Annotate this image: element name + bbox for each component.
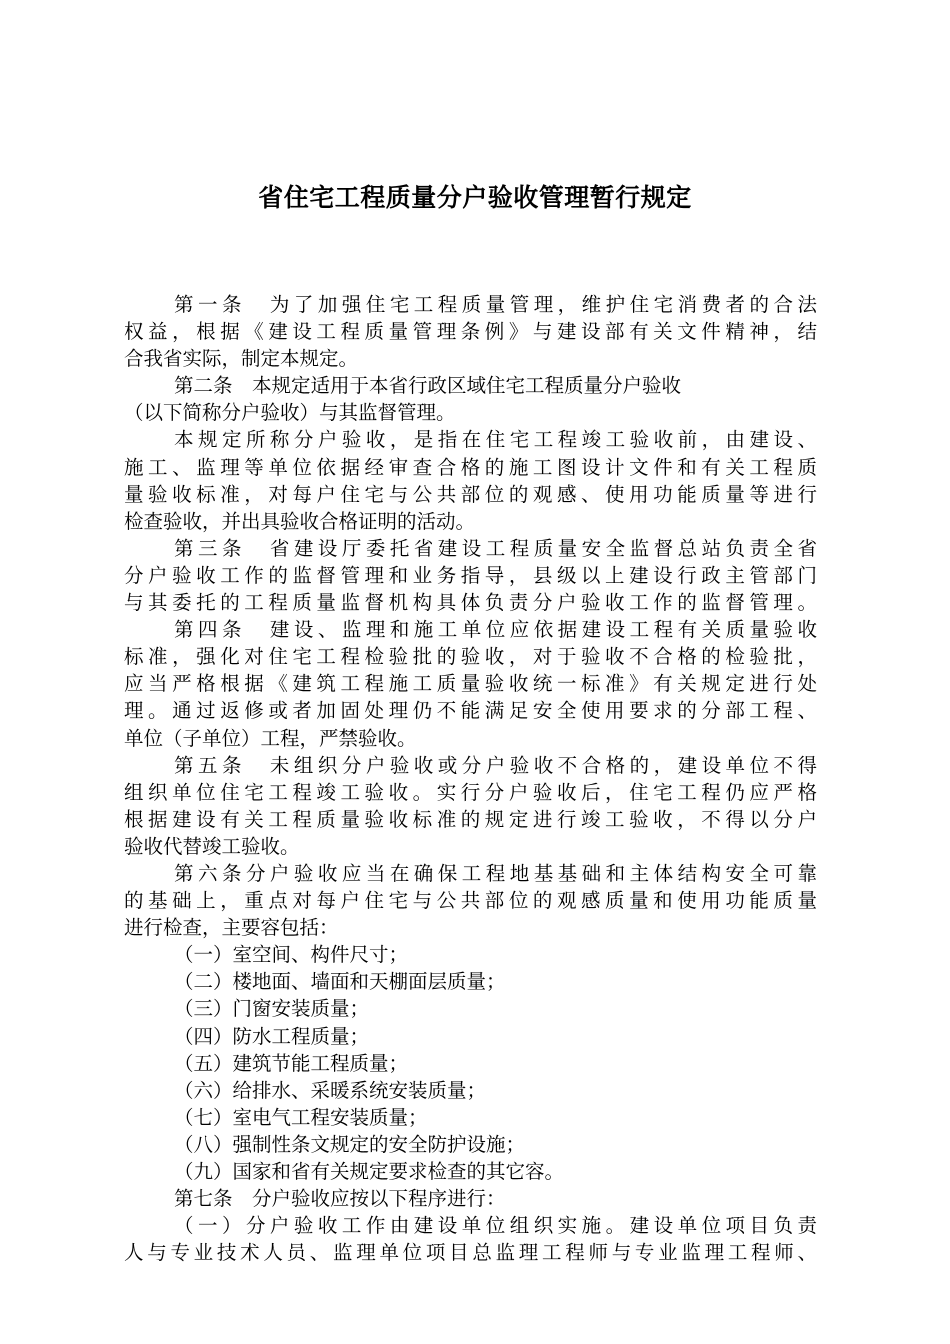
document-body	[124, 291, 817, 1266]
paragraph-line: 权益，根据《建设工程质量管理条例》与建设部有关文件精神，结	[124, 320, 817, 344]
document-title: 省住宅工程质量分户验收管理暂行规定	[258, 183, 692, 212]
paragraph-line: （以下简称分户验收）与其监督管理。	[124, 401, 456, 425]
paragraph-line: 标准，强化对住宅工程检验批的验收，对于验收不合格的检验批，	[124, 645, 817, 669]
paragraph-line: 第七条 分户验收应按以下程序进行：	[174, 1187, 506, 1211]
paragraph-line: 单位（子单位）工程，严禁验收。	[124, 726, 417, 750]
paragraph-line: 验收代替竣工验收。	[124, 834, 300, 858]
paragraph-line: 进行检查，主要容包括：	[124, 916, 339, 940]
paragraph-line: （一）分户验收工作由建设单位组织实施。建设单位项目负责	[174, 1214, 817, 1238]
paragraph-line: 施工、监理等单位依据经审查合格的施工图设计文件和有关工程质	[124, 455, 817, 479]
paragraph-line: 人与专业技术人员、监理单位项目总监理工程师与专业监理工程师、	[124, 1241, 817, 1265]
list-item: （一）室空间、构件尺寸；	[174, 943, 409, 967]
paragraph-line: 第三条 省建设厅委托省建设工程质量安全监督总站负责全省	[174, 536, 817, 560]
paragraph-line: 组织单位住宅工程竣工验收。实行分户验收后，住宅工程仍应严格	[124, 780, 817, 804]
paragraph-line: 第一条 为了加强住宅工程质量管理，维护住宅消费者的合法	[174, 293, 817, 316]
list-item: （五）建筑节能工程质量；	[174, 1051, 409, 1075]
paragraph-line: 检查验收，并出具验收合格证明的活动。	[124, 509, 476, 533]
paragraph-line: 理。通过返修或者加固处理仍不能满足安全使用要求的分部工程、	[124, 699, 817, 723]
paragraph-line: 的基础上，重点对每户住宅与公共部位的观感质量和使用功能质量	[124, 889, 817, 913]
list-item: （六）给排水、采暖系统安装质量；	[174, 1078, 487, 1102]
list-item: （九）国家和省有关规定要求检查的其它容。	[174, 1160, 565, 1183]
list-item: （七）室电气工程安装质量；	[174, 1105, 428, 1129]
paragraph-line: 第四条 建设、监理和施工单位应依据建设工程有关质量验收	[174, 618, 817, 642]
paragraph-line: 第五条 未组织分户验收或分户验收不合格的，建设单位不得	[174, 753, 817, 777]
paragraph-line: 分户验收工作的监督管理和业务指导，县级以上建设行政主管部门	[124, 563, 817, 587]
list-item: （四）防水工程质量；	[174, 1024, 370, 1048]
list-item: （八）强制性条文规定的安全防护设施；	[174, 1132, 526, 1156]
paragraph-line: 合我省实际，制定本规定。	[124, 347, 359, 371]
paragraph-line: 量验收标准，对每户住宅与公共部位的观感、使用功能质量等进行	[124, 482, 817, 506]
paragraph-line: 与其委托的工程质量监督机构具体负责分户验收工作的监督管理。	[124, 591, 817, 615]
list-item: （三）门窗安装质量；	[174, 997, 370, 1021]
paragraph-line: 根据建设有关工程质量验收标准的规定进行竣工验收，不得以分户	[124, 807, 817, 831]
paragraph-line: 应当严格根据《建筑工程施工质量验收统一标准》有关规定进行处	[124, 672, 817, 696]
paragraph-line: 第二条 本规定适用于本省行政区域住宅工程质量分户验收	[174, 374, 682, 398]
list-item: （二）楼地面、墙面和天棚面层质量；	[174, 970, 506, 994]
paragraph-line: 本规定所称分户验收，是指在住宅工程竣工验收前，由建设、	[174, 428, 817, 452]
paragraph-line: 第六条分户验收应当在确保工程地基基础和主体结构安全可靠	[174, 861, 817, 885]
